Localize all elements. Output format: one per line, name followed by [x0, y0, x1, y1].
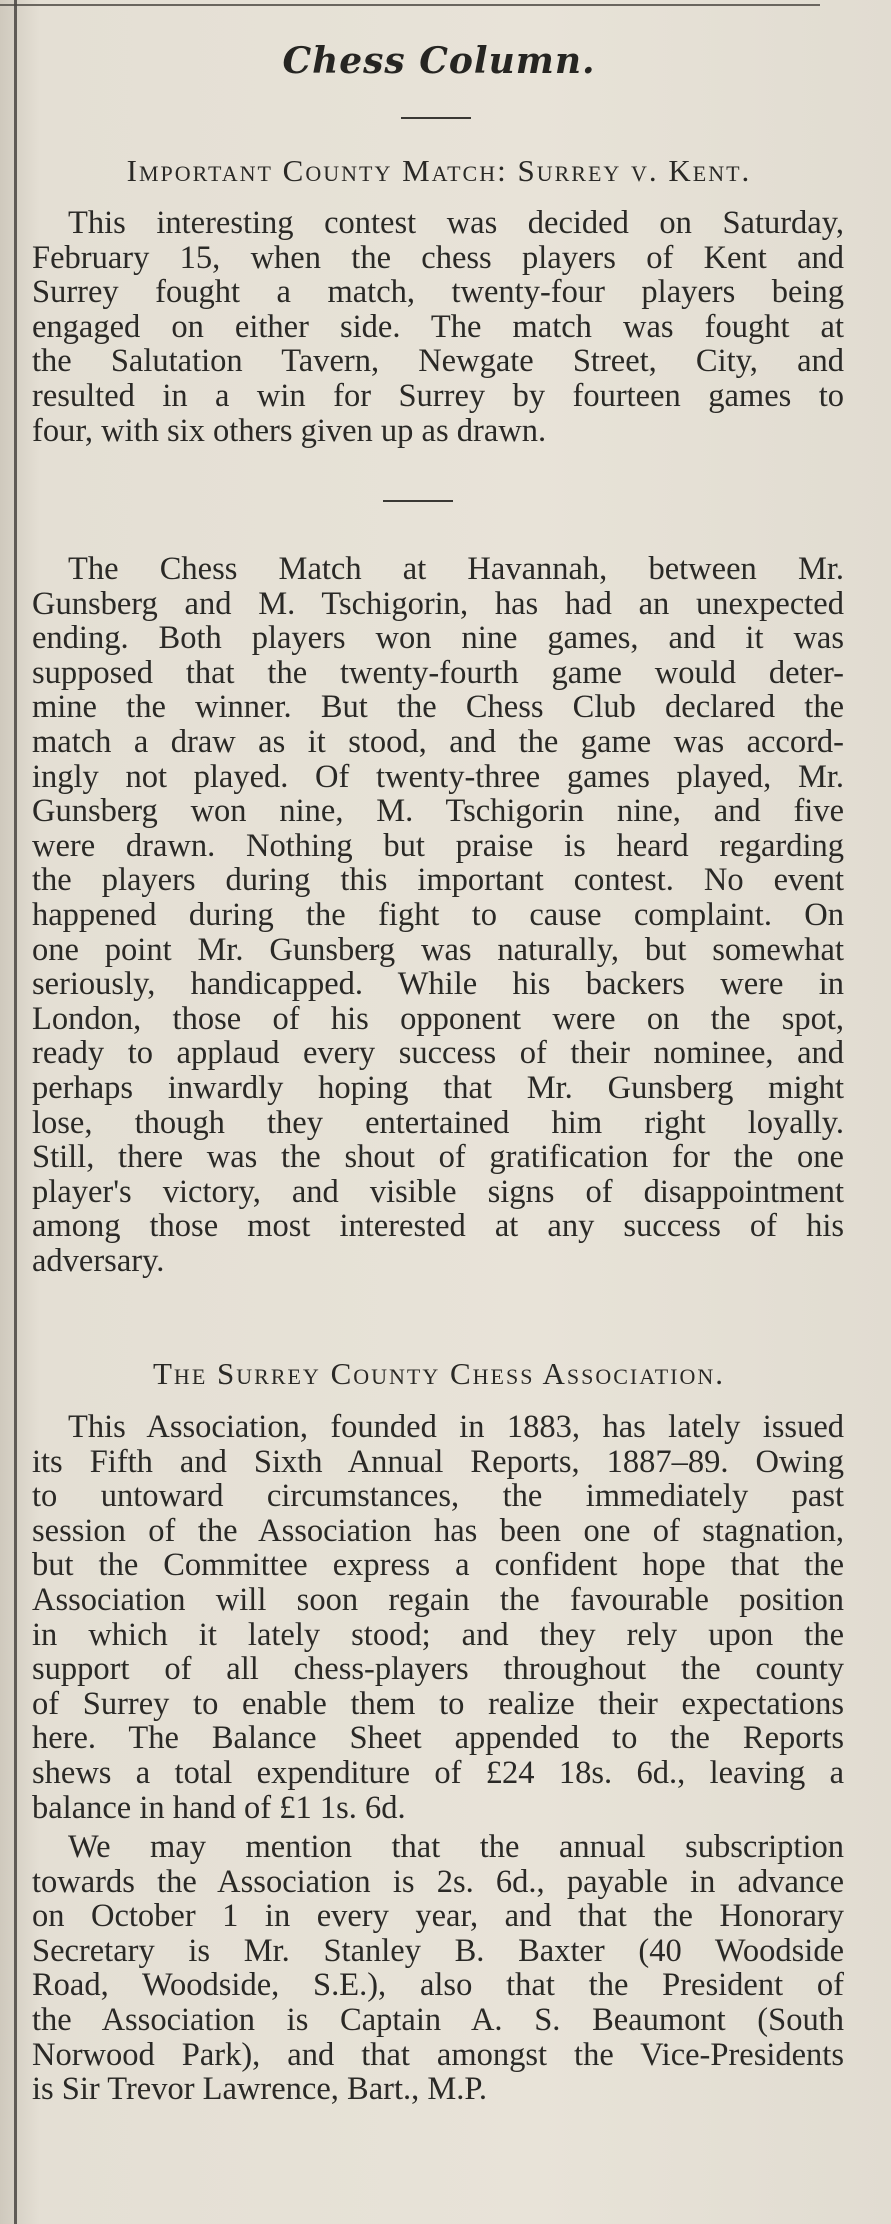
- text-line: resulted in a win for Surrey by fourteen games to: [32, 378, 844, 414]
- text-line: Association will soon regain the favourable position: [32, 1582, 844, 1618]
- text-line: lose, though they entertained him right loyally.: [32, 1105, 844, 1141]
- text-line: adversary.: [32, 1243, 165, 1279]
- text-line: match a draw as it stood, and the game was accord-: [32, 724, 844, 760]
- text-line: Still, there was the shout of gratification for the one: [32, 1140, 844, 1175]
- text-line: Norwood Park), and that amongst the Vice-Presidents: [32, 2037, 844, 2073]
- text-line: Gunsberg won nine, M. Tschigorin nine, and five: [32, 794, 844, 829]
- text-line: player's victory, and visible signs of disappointment: [32, 1174, 844, 1210]
- text-line: in which it lately stood; and they rely upon the: [32, 1617, 844, 1653]
- column-title: Chess Column.: [282, 40, 596, 82]
- text-line: happened during the fight to cause complaint. On: [32, 897, 844, 933]
- text-line: the Association is Captain A. S. Beaumont (South: [32, 2002, 844, 2038]
- text-line: Surrey fought a match, twenty-four players being: [32, 275, 844, 310]
- text-line: London, those of his opponent were on the spot,: [32, 1001, 844, 1037]
- text-line: four, with six others given up as drawn.: [32, 413, 547, 449]
- text-line: were drawn. Nothing but praise is heard regarding: [32, 828, 844, 864]
- text-line: one point Mr. Gunsberg was naturally, but somewhat: [32, 932, 844, 968]
- article2-body: [32, 552, 844, 1278]
- text-line: February 15, when the chess players of Kent and: [32, 240, 844, 276]
- text-line: is Sir Trevor Lawrence, Bart., M.P.: [32, 2072, 487, 2107]
- text-line: balance in hand of £1 1s. 6d.: [32, 1790, 406, 1826]
- section-rule: [383, 500, 453, 502]
- text-line: Secretary is Mr. Stanley B. Baxter (40 Woodside: [32, 1933, 844, 1969]
- text-line: shews a total expenditure of £24 18s. 6d., leaving a: [32, 1755, 844, 1791]
- left-column-rule: [14, 0, 17, 2224]
- text-line: The Chess Match at Havannah, between Mr.: [68, 552, 844, 587]
- text-line: This interesting contest was decided on Saturday,: [68, 206, 844, 241]
- text-line: to untoward circumstances, the immediately past: [32, 1479, 844, 1514]
- text-line: ready to applaud every success of their nominee, and: [32, 1036, 844, 1071]
- article1-heading: Important County Match: Surrey v. Kent.: [126, 153, 752, 188]
- text-line: Road, Woodside, S.E.), also that the President of: [32, 1968, 844, 2003]
- text-line: perhaps inwardly hoping that Mr. Gunsberg might: [32, 1070, 844, 1106]
- article3-heading: The Surrey County Chess Association.: [153, 1356, 725, 1391]
- text-line: Gunsberg and M. Tschigorin, has had an unexpected: [32, 586, 844, 622]
- article3-paragraph2: [32, 1830, 844, 2107]
- text-line: on October 1 in every year, and that the Honorary: [32, 1899, 844, 1934]
- text-line: here. The Balance Sheet appended to the Reports: [32, 1721, 844, 1756]
- text-line: ingly not played. Of twenty-three games played, Mr.: [32, 759, 844, 795]
- article3-paragraph1: [32, 1410, 844, 1825]
- text-line: support of all chess-players throughout the county: [32, 1652, 844, 1687]
- article1-body: [32, 206, 844, 448]
- text-line: seriously, handicapped. While his backers were in: [32, 967, 844, 1002]
- text-line: engaged on either side. The match was fought at: [32, 309, 844, 345]
- text-line: supposed that the twenty-fourth game would deter-: [32, 655, 844, 691]
- text-line: of Surrey to enable them to realize their expectations: [32, 1686, 844, 1722]
- text-line: This Association, founded in 1883, has lately issued: [68, 1410, 844, 1445]
- text-line: ending. Both players won nine games, and it was: [32, 621, 844, 656]
- text-line: session of the Association has been one of stagnation,: [32, 1513, 844, 1549]
- title-rule: [401, 117, 471, 119]
- text-line: among those most interested at any success of his: [32, 1209, 844, 1244]
- text-line: the Salutation Tavern, Newgate Street, City, and: [32, 344, 844, 379]
- text-line: the players during this important contest. No event: [32, 863, 844, 898]
- top-border-rule: [0, 4, 820, 6]
- text-line: its Fifth and Sixth Annual Reports, 1887–89. Owing: [32, 1444, 844, 1480]
- text-line: mine the winner. But the Chess Club declared the: [32, 690, 844, 725]
- text-line: towards the Association is 2s. 6d., payable in advance: [32, 1864, 844, 1900]
- text-line: but the Committee express a confident hope that the: [32, 1548, 844, 1583]
- text-line: We may mention that the annual subscription: [68, 1830, 844, 1865]
